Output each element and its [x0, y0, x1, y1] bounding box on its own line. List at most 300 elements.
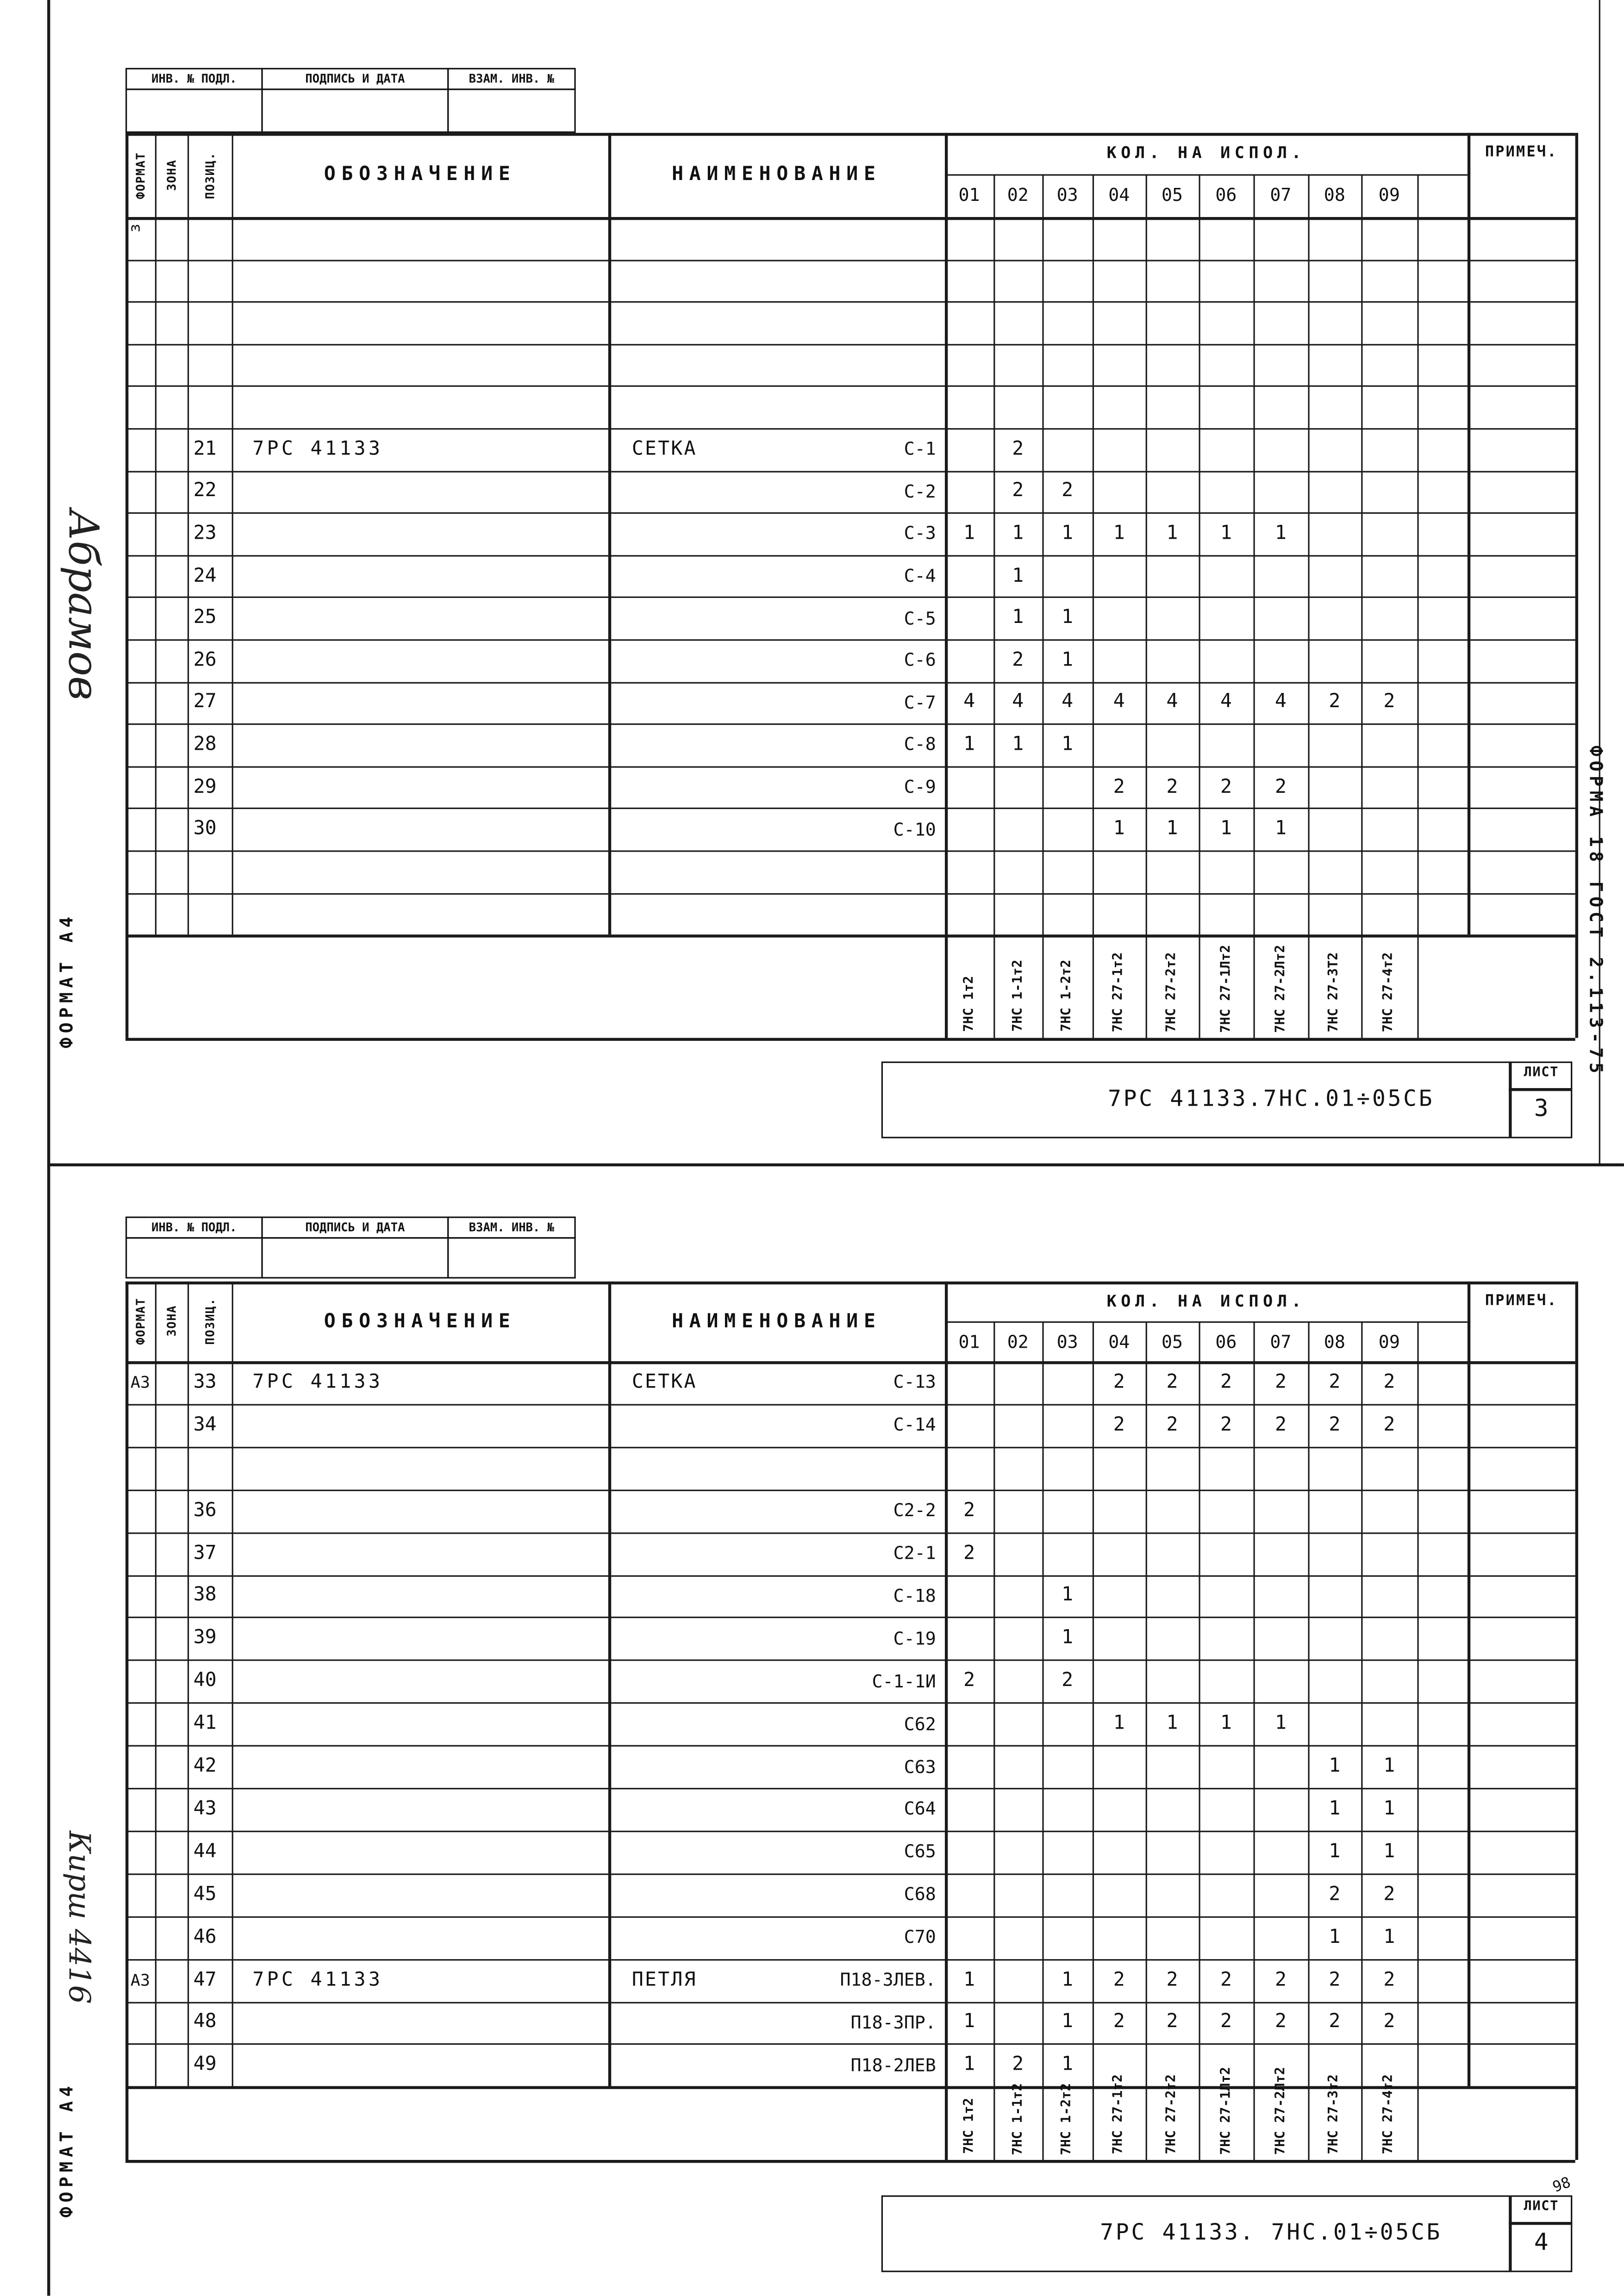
labels-bottom-line — [125, 1038, 1575, 1040]
row-qty: 1 — [1166, 1712, 1178, 1735]
row-name — [608, 386, 830, 428]
row-qty: 2 — [1113, 1414, 1125, 1437]
row-qty — [1199, 1745, 1253, 1788]
row-qty — [1042, 1916, 1092, 1959]
variant-label-text: 7НС 1-1т2 — [1010, 960, 1025, 1033]
row-qty — [945, 1617, 993, 1660]
variant-label-text: 7НС 27-2Лт2 — [1273, 944, 1288, 1033]
row-qty — [1308, 259, 1361, 301]
row-qty — [1361, 386, 1417, 428]
row-qty: 1 — [1062, 2054, 1074, 2077]
row-designation — [232, 639, 608, 681]
row-mark: С-9 — [904, 777, 936, 797]
row-zone — [155, 1745, 187, 1788]
row-designation — [232, 470, 608, 512]
row-qty — [1093, 470, 1146, 512]
right-side-label: ФОРМА 18 ГОСТ 2.113-75 — [1585, 745, 1606, 1078]
variant-label-text: 7НС 1-1т2 — [1010, 2082, 1025, 2155]
row-qty — [1308, 597, 1361, 639]
row-qty — [1361, 1660, 1417, 1703]
row-qty — [1042, 1873, 1092, 1916]
row-position: 37 — [193, 1542, 217, 1564]
row-qty — [1361, 1617, 1417, 1660]
row-zone — [155, 1574, 187, 1617]
row-format — [125, 2044, 155, 2086]
row-zone — [155, 2001, 187, 2044]
row-qty — [945, 597, 993, 639]
row-position: 46 — [193, 1926, 217, 1948]
header-note: ПРИМЕЧ. — [1485, 145, 1558, 162]
row-qty: 1 — [1329, 1798, 1341, 1821]
row-mark: С-1 — [904, 439, 936, 460]
row-zone — [155, 1959, 187, 2001]
variant-number: 05 — [1161, 185, 1183, 206]
row-mark: П18-2ЛЕВ — [850, 2054, 936, 2076]
row-zone — [155, 1447, 187, 1489]
row-qty — [945, 808, 993, 850]
row-qty — [1308, 850, 1361, 892]
variant-label — [1199, 935, 1253, 1038]
row-qty: 1 — [963, 734, 975, 756]
row-qty — [1042, 555, 1092, 597]
row-format — [125, 386, 155, 428]
row-position: 40 — [193, 1670, 217, 1692]
row-qty — [1361, 470, 1417, 512]
row-mark: С-14 — [893, 1415, 936, 1436]
row-qty — [1146, 724, 1199, 766]
row-mark: С-8 — [904, 734, 936, 755]
approval-header-cell: ВЗАМ. ИНВ. № — [447, 1217, 575, 1239]
row-qty: 2 — [1329, 1883, 1341, 1906]
approval-value-cell — [261, 1237, 449, 1278]
row-qty: 1 — [1113, 523, 1125, 545]
header-position — [187, 1282, 232, 1361]
row-name — [608, 1830, 830, 1873]
row-name — [608, 2001, 830, 2044]
row-qty — [1042, 1745, 1092, 1788]
row-format — [125, 850, 155, 892]
row-position: 28 — [193, 734, 217, 756]
row-qty: 1 — [1329, 1841, 1341, 1863]
row-qty: 2 — [1220, 2011, 1232, 2034]
row-format — [125, 1830, 155, 1873]
row-qty: 2 — [1220, 776, 1232, 798]
row-zone — [155, 1532, 187, 1574]
row-qty — [1361, 1574, 1417, 1617]
row-qty: 2 — [1274, 1968, 1287, 1991]
row-qty — [1361, 724, 1417, 766]
row-qty — [1146, 850, 1199, 892]
row-designation — [232, 301, 608, 343]
row-qty — [1146, 301, 1199, 343]
row-qty — [1361, 344, 1417, 386]
row-format — [125, 1404, 155, 1446]
row-position: 45 — [193, 1883, 217, 1906]
row-qty — [945, 1703, 993, 1745]
row-position: 41 — [193, 1712, 217, 1735]
row-designation — [232, 2001, 608, 2044]
row-qty — [1146, 1660, 1199, 1703]
row-name — [608, 893, 830, 935]
row-designation — [232, 1660, 608, 1703]
variant-label — [1199, 2066, 1253, 2160]
sheet-label: ЛИСТ — [1524, 1066, 1559, 1081]
row-position — [187, 217, 232, 259]
row-designation: 7РС 41133 — [252, 1371, 383, 1394]
row-position: 33 — [193, 1371, 217, 1394]
variant-label-text: 7НС 27-3Т2 — [1327, 952, 1342, 1033]
row-qty — [1146, 1916, 1199, 1959]
variant-label — [1308, 935, 1361, 1038]
row-format — [125, 639, 155, 681]
variant-label — [945, 2086, 993, 2160]
row-mark: С-3 — [904, 523, 936, 544]
row-qty — [1093, 639, 1146, 681]
row-qty: 2 — [1274, 1371, 1287, 1394]
row-format — [125, 513, 155, 555]
variant-number: 08 — [1324, 185, 1345, 206]
variant-number: 03 — [1056, 1331, 1078, 1352]
row-qty — [1308, 1617, 1361, 1660]
row-mark: С63 — [904, 1756, 936, 1777]
row-name — [608, 766, 830, 808]
row-qty — [945, 1788, 993, 1830]
row-position: 49 — [193, 2054, 217, 2077]
row-qty — [1308, 470, 1361, 512]
row-qty — [1308, 1447, 1361, 1489]
row-qty: 2 — [1329, 2011, 1341, 2034]
row-qty — [945, 1916, 993, 1959]
row-qty — [1093, 555, 1146, 597]
row-format — [125, 1916, 155, 1959]
corner-number: 98 — [1550, 2175, 1574, 2196]
row-qty — [1253, 1574, 1308, 1617]
row-qty — [1253, 1660, 1308, 1703]
row-qty — [1146, 597, 1199, 639]
approval-header-cell: ПОДПИСЬ И ДАТА — [261, 1217, 449, 1239]
row-qty: 1 — [1012, 523, 1024, 545]
approval-value-cell — [447, 1237, 575, 1278]
row-designation — [232, 217, 608, 259]
row-designation — [232, 513, 608, 555]
row-mark — [812, 893, 945, 935]
row-zone — [155, 1703, 187, 1745]
row-qty — [1199, 1873, 1253, 1916]
row-qty — [993, 1830, 1042, 1873]
row-qty — [993, 1617, 1042, 1660]
variant-label — [1093, 935, 1146, 1038]
row-qty: 1 — [1012, 565, 1024, 587]
row-qty — [1042, 1404, 1092, 1446]
row-qty — [1253, 1916, 1308, 1959]
row-qty: 4 — [1062, 691, 1074, 714]
signature: Абрамов — [59, 509, 108, 700]
row-mark: С-18 — [893, 1585, 936, 1606]
row-format — [125, 301, 155, 343]
variant-label — [993, 2082, 1042, 2160]
row-position: 29 — [193, 776, 217, 798]
row-qty: 4 — [1113, 691, 1125, 714]
row-qty — [1361, 850, 1417, 892]
document-code: 7РС 41133.7НС.01÷05СБ — [1108, 1085, 1435, 1112]
row-zone — [155, 344, 187, 386]
row-mark — [812, 1447, 945, 1489]
row-qty: 1 — [1062, 649, 1074, 672]
variant-number: 03 — [1056, 185, 1078, 206]
row-name — [608, 513, 830, 555]
row-name: ПЕТЛЯ — [631, 1968, 697, 1991]
row-qty — [1308, 724, 1361, 766]
row-qty — [1146, 259, 1199, 301]
row-position: 24 — [193, 565, 217, 587]
row-position: 39 — [193, 1627, 217, 1650]
row-qty — [1093, 1745, 1146, 1788]
row-qty — [1308, 1660, 1361, 1703]
row-qty — [993, 1532, 1042, 1574]
row-qty: 2 — [1383, 1883, 1395, 1906]
row-zone — [155, 681, 187, 723]
row-zone — [155, 766, 187, 808]
row-qty — [945, 639, 993, 681]
row-qty: 1 — [1062, 2011, 1074, 2034]
row-format — [125, 766, 155, 808]
row-qty — [1042, 1447, 1092, 1489]
row-qty — [945, 1745, 993, 1788]
row-qty: 1 — [1062, 1585, 1074, 1607]
row-qty — [1308, 428, 1361, 470]
row-qty: 2 — [1012, 649, 1024, 672]
row-qty — [993, 1873, 1042, 1916]
row-qty — [1042, 1703, 1092, 1745]
row-qty: 4 — [1012, 691, 1024, 714]
row-designation — [232, 1788, 608, 1830]
row-format — [125, 724, 155, 766]
variant-label-text: 7НС 27-1Лт2 — [1218, 944, 1234, 1033]
row-qty — [1146, 344, 1199, 386]
header-zone-label: ЗОНА — [164, 159, 178, 191]
row-qty — [945, 217, 993, 259]
row-mark: С-4 — [904, 566, 936, 586]
row-qty — [1199, 259, 1253, 301]
column-line — [1575, 133, 1578, 1038]
row-qty — [1042, 428, 1092, 470]
variant-label-text: 7НС 27-1т2 — [1112, 952, 1127, 1033]
row-qty — [1308, 1489, 1361, 1532]
row-designation — [232, 1489, 608, 1532]
row-designation — [232, 1745, 608, 1788]
row-designation — [232, 1447, 608, 1489]
row-qty — [945, 301, 993, 343]
row-qty — [1146, 1617, 1199, 1660]
row-qty — [1253, 1830, 1308, 1873]
row-qty — [993, 1574, 1042, 1617]
variant-label — [1361, 935, 1417, 1038]
row-qty — [1253, 555, 1308, 597]
row-qty — [1253, 259, 1308, 301]
row-qty — [993, 1703, 1042, 1745]
row-name — [608, 724, 830, 766]
row-name: СЕТКА — [631, 438, 697, 460]
row-name — [608, 259, 830, 301]
approval-value-cell — [447, 88, 575, 133]
row-qty: 2 — [1062, 1670, 1074, 1692]
sheet-separator — [47, 1164, 1624, 1166]
row-zone — [155, 2044, 187, 2086]
row-qty — [1093, 1447, 1146, 1489]
row-mark: П18-3ЛЕВ. — [840, 1969, 936, 1991]
sheet-number: 3 — [1534, 1094, 1549, 1122]
row-qty — [1199, 344, 1253, 386]
row-qty: 2 — [1220, 1371, 1232, 1394]
row-qty — [1253, 850, 1308, 892]
row-name — [608, 1873, 830, 1916]
row-qty: 2 — [963, 1542, 975, 1564]
row-position — [187, 301, 232, 343]
document-code: 7РС 41133. 7НС.01÷05СБ — [1100, 2219, 1443, 2246]
row-name — [608, 217, 830, 259]
row-qty — [945, 428, 993, 470]
row-zone — [155, 513, 187, 555]
row-qty — [1253, 428, 1308, 470]
row-mark — [812, 217, 945, 259]
row-qty: 4 — [963, 691, 975, 714]
row-position: 27 — [193, 691, 217, 714]
row-position: 38 — [193, 1585, 217, 1607]
row-mark: С62 — [904, 1713, 936, 1735]
row-qty: 2 — [1383, 691, 1395, 714]
row-name — [608, 1660, 830, 1703]
variant-label — [945, 935, 993, 1038]
row-qty — [993, 1788, 1042, 1830]
row-position — [187, 893, 232, 935]
row-zone — [155, 724, 187, 766]
row-qty: 2 — [1383, 1371, 1395, 1394]
row-designation — [232, 386, 608, 428]
row-name — [608, 470, 830, 512]
row-format — [125, 555, 155, 597]
row-qty — [1253, 1788, 1308, 1830]
row-zone — [155, 1404, 187, 1446]
row-name — [608, 344, 830, 386]
row-mark: С68 — [904, 1884, 936, 1905]
row-zone — [155, 850, 187, 892]
row-format — [125, 1660, 155, 1703]
row-position: 36 — [193, 1499, 217, 1522]
row-qty — [1308, 1703, 1361, 1745]
approval-value-cell — [261, 88, 449, 133]
row-qty — [1361, 893, 1417, 935]
row-mark — [812, 344, 945, 386]
format-side-label: ФОРМАТ А4 — [56, 912, 77, 1048]
row-qty — [1199, 470, 1253, 512]
row-qty — [945, 1873, 993, 1916]
row-qty — [945, 1830, 993, 1873]
row-qty — [1253, 1447, 1308, 1489]
row-format: А3 — [130, 1970, 150, 1990]
row-zone — [155, 1916, 187, 1959]
title-block-sheet-line — [1509, 1088, 1572, 1090]
variant-number: 06 — [1215, 1331, 1237, 1352]
variant-label-text: 7НС 27-4т2 — [1381, 952, 1397, 1033]
row-qty — [1042, 1788, 1092, 1830]
row-qty — [1093, 597, 1146, 639]
row-position: 25 — [193, 607, 217, 629]
row-qty — [1308, 344, 1361, 386]
row-position: 22 — [193, 480, 217, 503]
approval-value-cell — [125, 1237, 263, 1278]
row-format — [125, 1873, 155, 1916]
row-qty — [993, 1660, 1042, 1703]
row-qty — [1253, 1873, 1308, 1916]
row-qty — [993, 766, 1042, 808]
row-qty — [1042, 386, 1092, 428]
row-qty — [1093, 217, 1146, 259]
row-qty — [1093, 259, 1146, 301]
row-qty — [1253, 1532, 1308, 1574]
row-mark: С65 — [904, 1841, 936, 1862]
row-qty — [993, 1489, 1042, 1532]
row-designation — [232, 850, 608, 892]
header-zone — [155, 1282, 187, 1361]
row-position — [187, 386, 232, 428]
row-name: СЕТКА — [631, 1371, 697, 1394]
row-position — [187, 259, 232, 301]
row-qty: 1 — [963, 2054, 975, 2077]
row-qty — [1042, 893, 1092, 935]
header-qty_group: КОЛ. НА ИСПОЛ. — [1106, 1292, 1306, 1311]
column-line — [1417, 174, 1418, 1038]
variant-number: 02 — [1007, 185, 1029, 206]
row-format — [125, 597, 155, 639]
row-zone — [155, 386, 187, 428]
row-qty: 2 — [1166, 2011, 1178, 2034]
row-zone — [155, 893, 187, 935]
row-qty: 2 — [1113, 2011, 1125, 2034]
row-qty: 1 — [1274, 818, 1287, 840]
variant-number: 09 — [1378, 185, 1400, 206]
row-qty — [1308, 639, 1361, 681]
row-qty — [1146, 428, 1199, 470]
row-qty — [993, 386, 1042, 428]
variant-label-text: 7НС 1-2т2 — [1060, 2082, 1075, 2155]
row-qty: 2 — [1220, 1414, 1232, 1437]
variant-label-text: 7НС 27-1Лт2 — [1218, 2066, 1234, 2155]
row-zone — [155, 217, 187, 259]
row-qty — [945, 555, 993, 597]
row-designation — [232, 766, 608, 808]
row-qty — [1199, 724, 1253, 766]
variant-label — [1042, 935, 1092, 1038]
row-zone — [155, 1873, 187, 1916]
row-qty — [993, 850, 1042, 892]
row-qty: 4 — [1166, 691, 1178, 714]
row-qty — [1253, 597, 1308, 639]
header-note: ПРИМЕЧ. — [1485, 1293, 1558, 1310]
row-qty: 1 — [963, 2011, 975, 2034]
row-qty: 2 — [1329, 691, 1341, 714]
row-name — [608, 1745, 830, 1788]
row-qty: 1 — [1062, 523, 1074, 545]
row-qty: 4 — [1220, 691, 1232, 714]
row-position: 48 — [193, 2011, 217, 2034]
row-zone — [155, 1361, 187, 1404]
row-name — [608, 1916, 830, 1959]
row-qty: 1 — [1012, 734, 1024, 756]
row-qty — [1308, 217, 1361, 259]
row-qty: 2 — [1113, 776, 1125, 798]
row-qty — [1308, 555, 1361, 597]
row-qty — [1253, 1489, 1308, 1532]
